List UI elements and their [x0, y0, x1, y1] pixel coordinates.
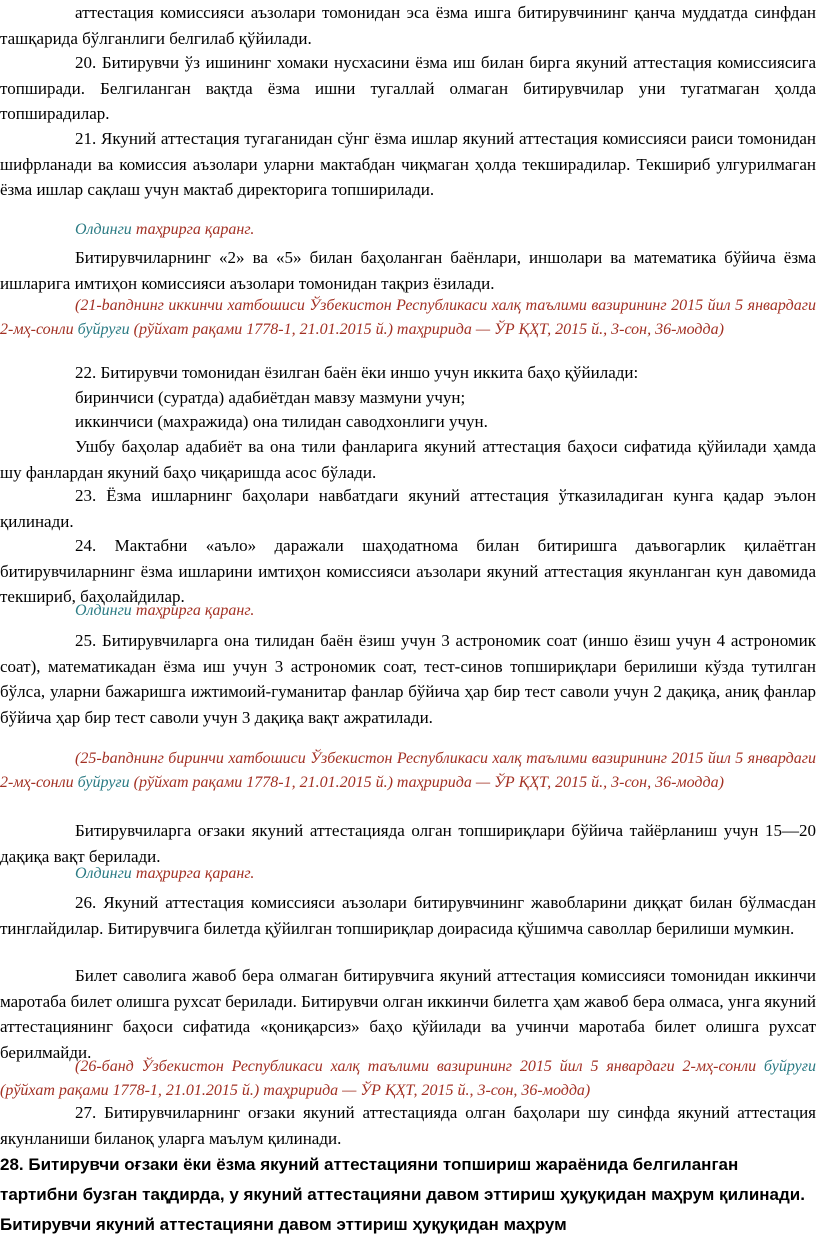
paragraph-21: 21. Якуний аттестация тугаганидан сўнг ёзма ишлар якуний аттестация комиссияси раиси томонидан шифрланади ва комиссия аъзолари уларни мактабдан чиқмаган ҳолда текширадилар. Текшириб улгурилмаган ёзма ишлар сақлаш учун мактаб директорига топширилади.: [0, 129, 816, 199]
paragraph-21-review: Битирувчиларнинг «2» ва «5» билан баҳоланган баёнлари, иншолари ва математика бўйича ёзма ишларига имтиҳон комиссияси аъзолари томонидан тақриз ёзилади.: [0, 248, 816, 293]
order-link[interactable]: буйруғи: [763, 1058, 816, 1075]
amendment-reference-text: (25-banднинг биринчи хатбошиси Ўзбекистон Республикаси халқ таълими вазирининг 2015 йил 5 январдаги 2-мҳ-сонли: [0, 750, 816, 791]
amendment-reference-tail: (рўйхат рақами 1778-1, 21.01.2015 й.) таҳририда — ЎР ҚҲТ, 2015 й., 3-сон, 36-модда): [129, 321, 724, 338]
previous-edition-note: [75, 599, 254, 623]
previous-edition-link[interactable]: Олдинги: [75, 221, 132, 238]
amendment-reference-text: (21-banднинг иккинчи хатбошиси Ўзбекистон Республикаси халқ таълими вазирининг 2015 йил 5 январдаги 2-мҳ-сонли: [0, 297, 816, 338]
paragraph-25: 25. Битирувчиларга она тилидан баён ёзиш учун 3 астрономик соат (иншо ёзиш учун 4 астрономик соат), математикадан ёзма иш учун 3 астрономик соат, тест-синов топшириқлари берилиши кўзда тутилган бўлса, уларни бажаришга ижтимоий-гуманитар фанлар бўйича ҳар бир тест саволи учун 2 дақиқа, аниқ фанлар бўйича ҳар бир тест саволи учун 3 дақиқа вақт ажратилади.: [0, 631, 816, 727]
amendment-reference-text: (26-банд Ўзбекистон Республикаси халқ таълими вазирининг 2015 йил 5 январдаги 2-мҳ-сонли: [75, 1058, 764, 1075]
paragraph-24: 24. Мактабни «аъло» даражали шаҳодатнома билан битиришга даъвогарлик қилаётган битирувчиларнинг ёзма ишларини имтиҳон комиссияси аъзолари якуний аттестация якунланган кун давомида текшириб, баҳолайдилар.: [0, 536, 816, 606]
previous-edition-text: таҳрирга қаранг.: [131, 221, 255, 238]
amendment-reference: [0, 1055, 816, 1103]
amendment-reference: [0, 747, 816, 795]
paragraph-25-oral: Битирувчиларга оғзаки якуний аттестацияда олган топшириқлари бўйича тайёрланиш учун 15—20 дақиқа вақт берилади.: [0, 821, 816, 866]
paragraph-27: 27. Битирувчиларнинг оғзаки якуний аттестацияда олган баҳолари шу синфда якуний аттестация якунланиши биланоқ уларга маълум қилинади.: [0, 1103, 816, 1148]
previous-edition-text: таҳрирга қаранг.: [131, 602, 255, 619]
order-link[interactable]: буйруғи: [77, 321, 130, 338]
previous-edition-note: [75, 218, 254, 242]
amendment-reference-tail: (рўйхат рақами 1778-1, 21.01.2015 й.) таҳририда — ЎР ҚҲТ, 2015 й., 3-сон, 36-модда): [129, 774, 724, 791]
previous-edition-text: таҳрирга қаранг.: [131, 865, 255, 882]
paragraph-22-first-grade: биринчиси (суратда) адабиётдан мавзу мазмуни учун;: [75, 388, 466, 407]
paragraph-22-second-grade: иккинчиси (махражида) она тилидан саводхонлиги учун.: [75, 412, 488, 431]
paragraph-22: 22. Битирувчи томонидан ёзилган баён ёки иншо учун иккита баҳо қўйилади:: [75, 363, 639, 382]
amendment-reference: [0, 294, 816, 342]
amendment-reference-tail: (рўйхат рақами 1778-1, 21.01.2015 й.) таҳририда — ЎР ҚҲТ, 2015 й., 3-сон, 36-модда): [0, 1082, 591, 1099]
previous-edition-note: [75, 862, 254, 886]
paragraph-23: 23. Ёзма ишларнинг баҳолари навбатдаги якуний аттестация ўтказиладиган кунга қадар эълон қилинади.: [0, 486, 816, 531]
order-link[interactable]: буйруғи: [77, 774, 130, 791]
paragraph-19-continued: аттестация комиссияси аъзолари томонидан эса ёзма ишга битирувчининг қанча муддатда синфдан ташқарида бўлганлиги белгилаб қўйилади.: [0, 3, 816, 48]
paragraph-28: 28. Битирувчи оғзаки ёки ёзма якуний аттестацияни топшириш жараёнида белгиланган тартибни бузган тақдирда, у якуний аттестацияни давом эттириш ҳуқуқидан маҳрум қилинади. Битирувчи якуний аттестацияни давом эттириш ҳуқуқидан маҳрум: [0, 1155, 805, 1234]
previous-edition-link[interactable]: Олдинги: [75, 865, 132, 882]
paragraph-22-usage: Ушбу баҳолар адабиёт ва она тили фанларига якуний аттестация баҳоси сифатида қўйилади ҳамда шу фанлардан якуний баҳо чиқаришда асос бўлади.: [0, 437, 816, 482]
paragraph-26: 26. Якуний аттестация комиссияси аъзолари битирувчининг жавобларини диққат билан бўлмасдан тинглайдилар. Битирувчига билетда қўйилган топшириқлар доирасида қўшимча саволлар берилиши мумкин.: [0, 893, 816, 938]
paragraph-20: 20. Битирувчи ўз ишининг хомаки нусхасини ёзма иш билан бирга якуний аттестация комиссиясига топширади. Белгиланган вақтда ёзма ишни тугаллай олмаган битирувчилар уни тугатмаган ҳолда топширадилар.: [0, 53, 816, 123]
previous-edition-link[interactable]: Олдинги: [75, 602, 132, 619]
paragraph-26-second-ticket: Билет саволига жавоб бера олмаган битирувчига якуний аттестация комиссияси томонидан иккинчи маротаба билет олишга рухсат берилади. Битирувчи олган иккинчи билетга ҳам жавоб бера олмаса, унга якуний аттестациянинг баҳоси сифатида «қониқарсиз» баҳо қўйилади ва учинчи маротаба билет олишга рухсат берилмайди.: [0, 966, 816, 1062]
